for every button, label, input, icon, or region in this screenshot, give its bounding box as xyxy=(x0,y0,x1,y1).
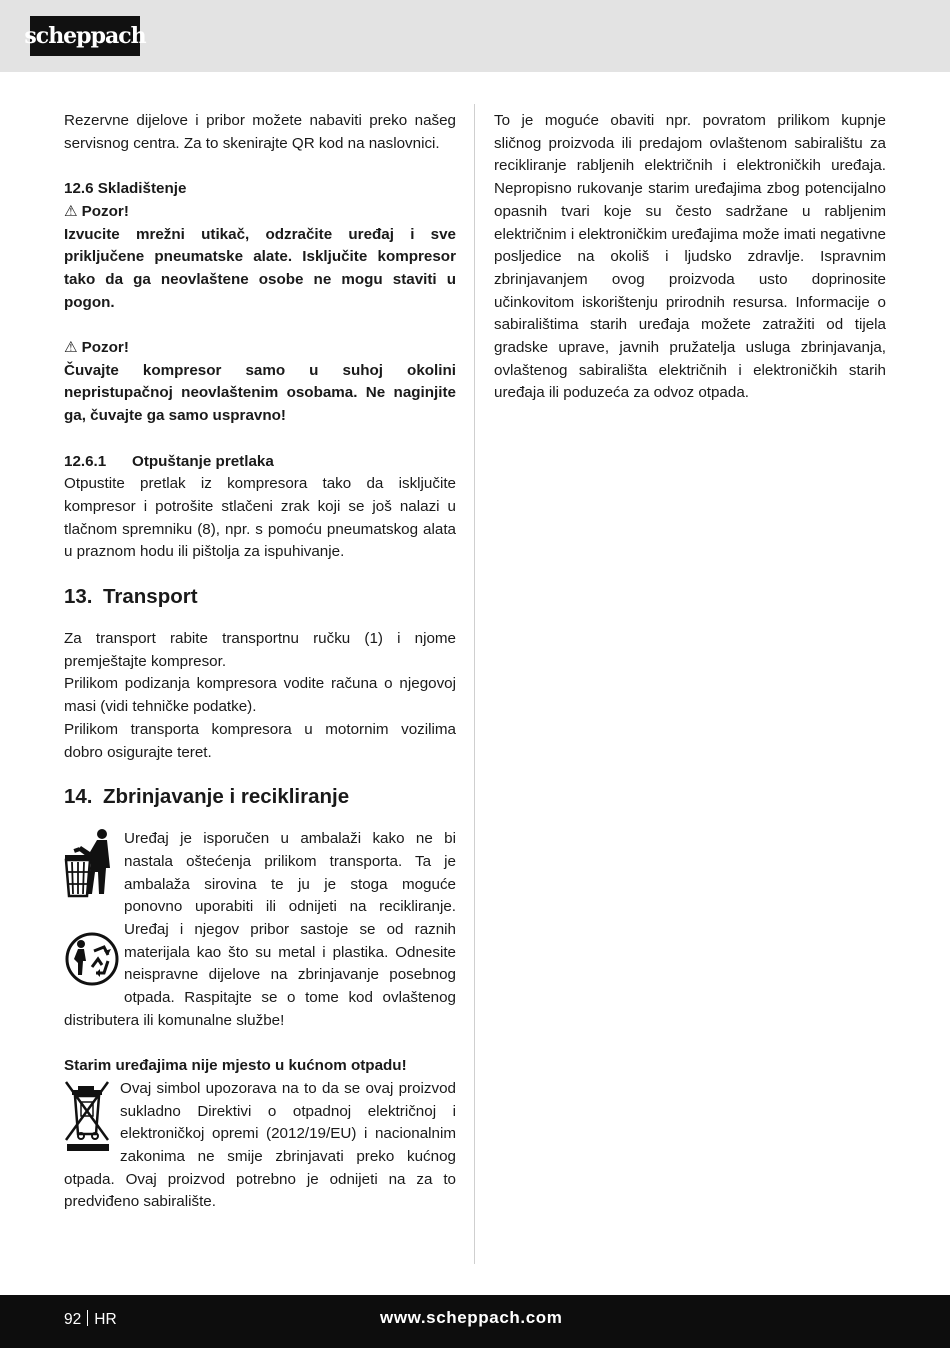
weee-paragraph: Ovaj simbol upozorava na to da se ovaj proizvod sukladno Direktivi o otpadnoj električnoj i elektroničkoj opremi (2012/19/EU) i nacionalnim zakonima ne smije zbrinjavati preko kućnog otpada. Ovaj proizvod potrebno je odnijeti na za to predviđeno sabiralište. xyxy=(64,1079,456,1211)
scheppach-logo: scheppach xyxy=(30,16,140,56)
column-divider xyxy=(474,104,475,1264)
left-column xyxy=(64,110,456,1214)
crossed-out-bin-icon xyxy=(64,1078,114,1154)
disposal-block xyxy=(64,828,456,1032)
transport-paragraph-1: Za transport rabite transportnu ručku (1) i njome premještajte kompresor. xyxy=(64,630,456,670)
pressure-paragraph: Otpustite pretlak iz kompresora tako da isključite kompresor i potrošite stlačeni zrak koji se još nalazi u tlačnom spremniku (8), npr. s pomoću pneumatskog alata u praznom hodu ili pištolja za ispuhivanje. xyxy=(64,475,456,561)
warning-1-label: ⚠ Pozor! xyxy=(64,201,456,224)
warning-2-label: ⚠ Pozor! xyxy=(64,337,456,360)
disposal-icons xyxy=(64,828,124,994)
disposal-paragraph: Uređaj je isporučen u ambalaži kako ne bi nastala oštećenja prilikom transporta. Ta je ambalaža sirovina te ju je stoga moguće ponovno uporabiti ili odnijeti na recikliranje. Uređaj i njegov pribor sastoje se od raznih materijala kao što su metal i plastika. Odnesite neispravne dijelove na zbrinjavanje posebnog otpada. Raspitajte se o tome kod ovlaštenog distributera ili komunalne službe! xyxy=(64,830,456,1029)
page-footer xyxy=(0,1295,950,1348)
recycle-icon xyxy=(64,931,120,987)
website-link[interactable]: www.scheppach.com xyxy=(380,1308,563,1327)
disposal-heading: 14. Zbrinjavanje i recikliranje xyxy=(64,785,350,809)
transport-paragraph-3: Prilikom transporta kompresora u motornim vozilima dobro osigurajte teret. xyxy=(64,720,456,761)
warning-triangle-icon: ⚠ xyxy=(64,202,78,220)
transport-paragraph-2: Prilikom podizanja kompresora vodite računa o njegovoj masi (vidi tehničke podatke). xyxy=(64,675,456,716)
page-number: 92 HR xyxy=(64,1311,117,1328)
page-header xyxy=(0,0,950,72)
storage-heading: 12.6 Skladištenje xyxy=(64,180,187,198)
transport-heading: 13. Transport xyxy=(64,585,198,609)
right-column xyxy=(494,110,886,405)
weee-block xyxy=(64,1078,456,1214)
pressure-heading: 12.6.1 Otpuštanje pretlaka xyxy=(64,452,274,470)
warning-1-text: Izvucite mrežni utikač, odzračite uređaj i sve priključene pneumatske alate. Isključite kompresor tako da ga neovlaštene osobe ne mogu staviti u pogon. xyxy=(64,225,456,311)
spare-parts-paragraph: Rezervne dijelove i pribor možete nabaviti preko našeg servisnog centra. Za to skenirajte QR kod na naslovnici. xyxy=(64,112,456,152)
warning-triangle-icon: ⚠ xyxy=(64,339,78,356)
collection-points-paragraph: To je moguće obaviti npr. povratom prilikom kupnje sličnog proizvoda ili predajom ovlaštenom sabiralištu za recikliranje rabljenih električnih i elektroničkih uređaja. Nepropisno rukovanje starim uređajima zbog potencijalno opasnih tvari koje su često sadržane u rabljenim električnim i elektroničkim uređajima može imati negativne posljedice na okoliš i ljudsko zdravlje. Ispravnim zbrinjavanjem ovog proizvoda usto doprinosite učinkovitom iskorištenju prirodnih resursa. Informacije o sabiralištima starih uređaja možete zatražiti od tijela gradske uprave, javnih pružatelja usluga zbrinjavanja, ovlaštenog sabirališta električnih i elektroničkih starih uređaja ili poduzeća za odvoz otpada. xyxy=(494,112,886,402)
household-waste-heading: Starim uređajima nije mjesto u kućnom otpadu! xyxy=(64,1057,407,1075)
warning-2-text: Čuvajte kompresor samo u suhoj okolini nepristupačnoj neovlaštenim osobama. Ne naginjite ga, čuvajte ga samo uspravno! xyxy=(64,361,456,425)
